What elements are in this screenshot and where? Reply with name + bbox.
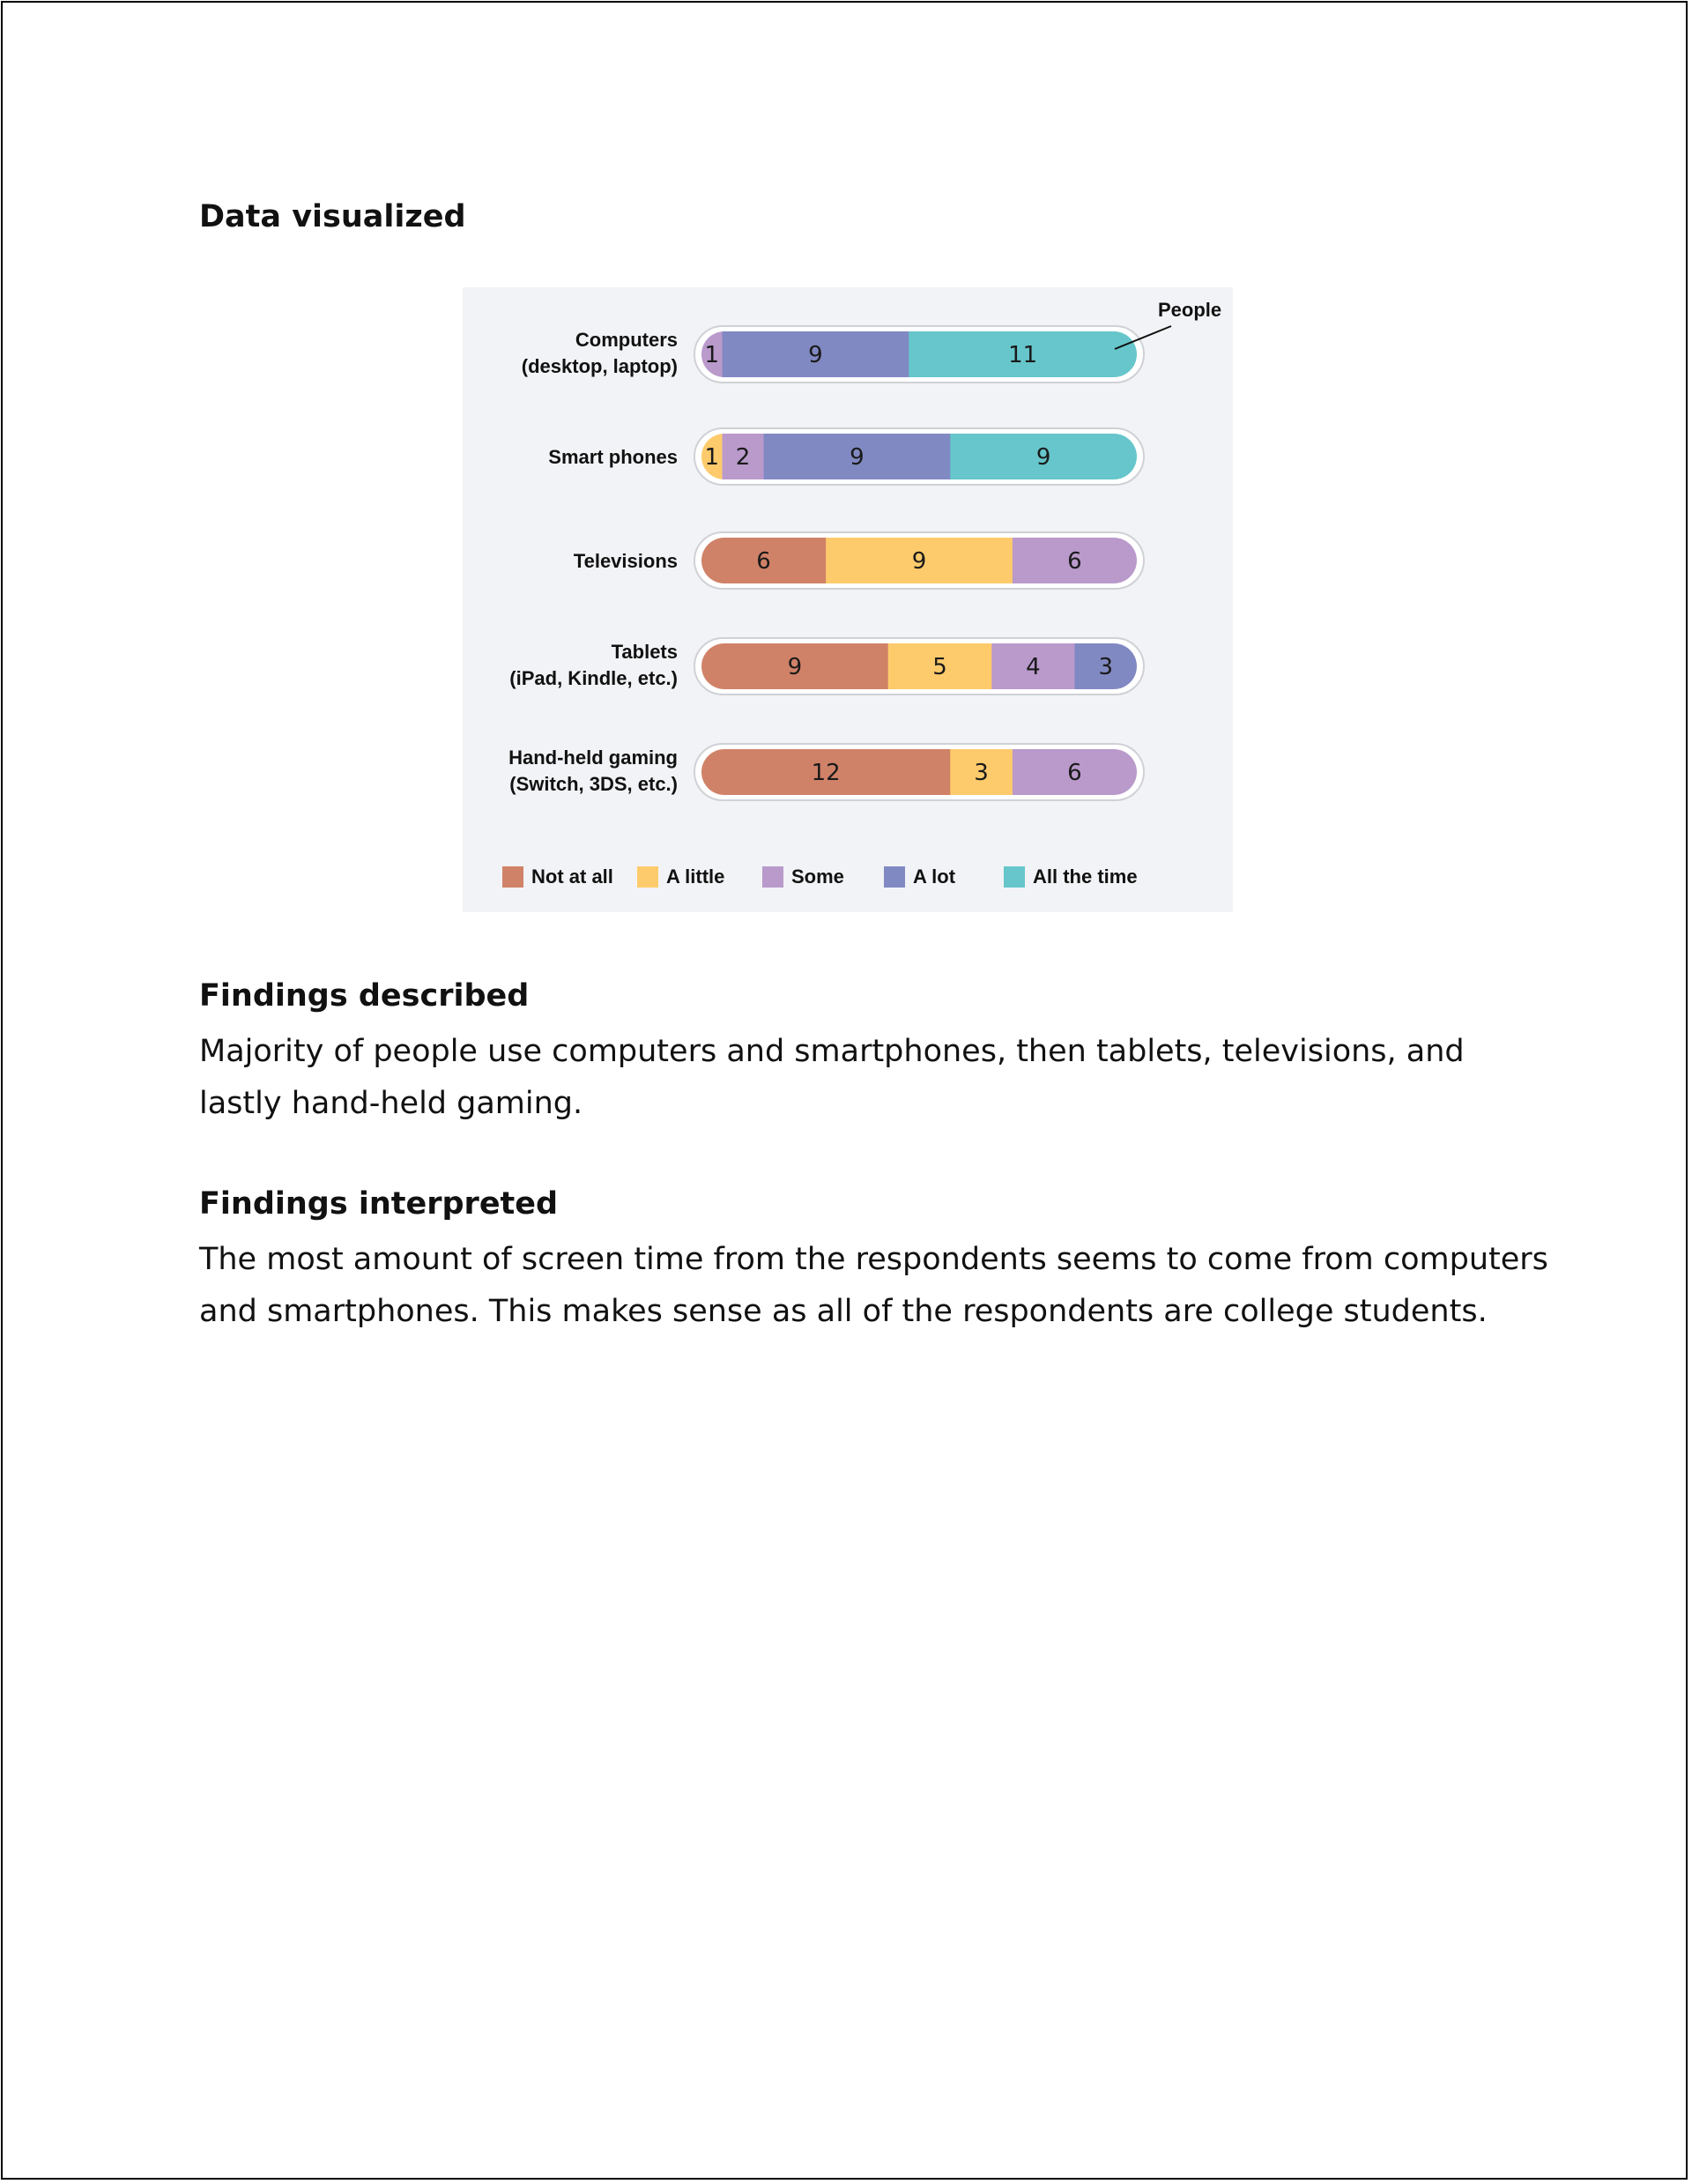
bar-tablets (701, 643, 1138, 689)
data-label-tablets-a-lot: 3 (1098, 654, 1113, 680)
data-label-televisions-a-little: 9 (911, 548, 927, 575)
legend-swatch-not-at-all (502, 866, 523, 888)
data-label-smart-phones-a-little: 1 (704, 444, 720, 471)
bar-computers (701, 331, 1138, 377)
data-label-smart-phones-all-the-time: 9 (1035, 444, 1051, 471)
category-label-tablets: Tablets (611, 641, 678, 663)
legend-label-not-at-all: Not at all (531, 865, 613, 888)
data-label-tablets-a-little: 5 (932, 654, 947, 680)
data-label-tablets-some: 4 (1026, 654, 1041, 680)
category-label-computers: (desktop, laptop) (521, 355, 678, 377)
data-visualized-heading: Data visualized (199, 199, 466, 234)
category-label-smart-phones: Smart phones (548, 446, 678, 468)
category-label-tablets: (iPad, Kindle, etc.) (509, 667, 678, 689)
legend-label-all-the-time: All the time (1033, 865, 1138, 888)
category-label-hand-held-gaming: Hand-held gaming (508, 747, 678, 769)
category-label-computers: Computers (575, 329, 678, 351)
data-label-smart-phones-a-lot: 9 (850, 444, 865, 471)
data-label-smart-phones-some: 2 (735, 444, 751, 471)
data-label-televisions-some: 6 (1067, 548, 1082, 575)
findings-described-heading: Findings described (199, 978, 530, 1014)
data-label-tablets-not-at-all: 9 (787, 654, 803, 680)
legend-label-some: Some (791, 865, 844, 888)
data-label-hand-held-gaming-some: 6 (1067, 760, 1082, 786)
findings-interpreted-heading: Findings interpreted (199, 1186, 559, 1222)
data-label-computers-all-the-time: 11 (1008, 342, 1038, 368)
category-label-televisions: Televisions (573, 550, 678, 572)
legend-swatch-a-lot (884, 866, 905, 888)
legend-label-a-little: A little (666, 865, 725, 888)
data-label-computers-a-lot: 9 (808, 342, 823, 368)
category-label-hand-held-gaming: (Switch, 3DS, etc.) (509, 773, 678, 795)
data-label-computers-some: 1 (704, 342, 720, 368)
legend-swatch-all-the-time (1004, 866, 1025, 888)
legend-swatch-a-little (637, 866, 658, 888)
bar-smart-phones (701, 434, 1138, 479)
findings-described-text: Majority of people use computers and smartphones, then tablets, televisions, and lastly hand-held gaming. (199, 1034, 1465, 1121)
data-label-hand-held-gaming-a-little: 3 (974, 760, 989, 786)
legend-label-a-lot: A lot (913, 865, 956, 888)
stacked-bar-chart (463, 287, 1233, 912)
data-label-hand-held-gaming-not-at-all: 12 (811, 760, 841, 786)
data-label-televisions-not-at-all: 6 (756, 548, 771, 575)
legend-swatch-some (762, 866, 783, 888)
findings-interpreted-text: The most amount of screen time from the respondents seems to come from computers and smartphones. This makes sense as all of the respondents are college students. (199, 1242, 1548, 1329)
annotation-people: People (1158, 299, 1222, 321)
